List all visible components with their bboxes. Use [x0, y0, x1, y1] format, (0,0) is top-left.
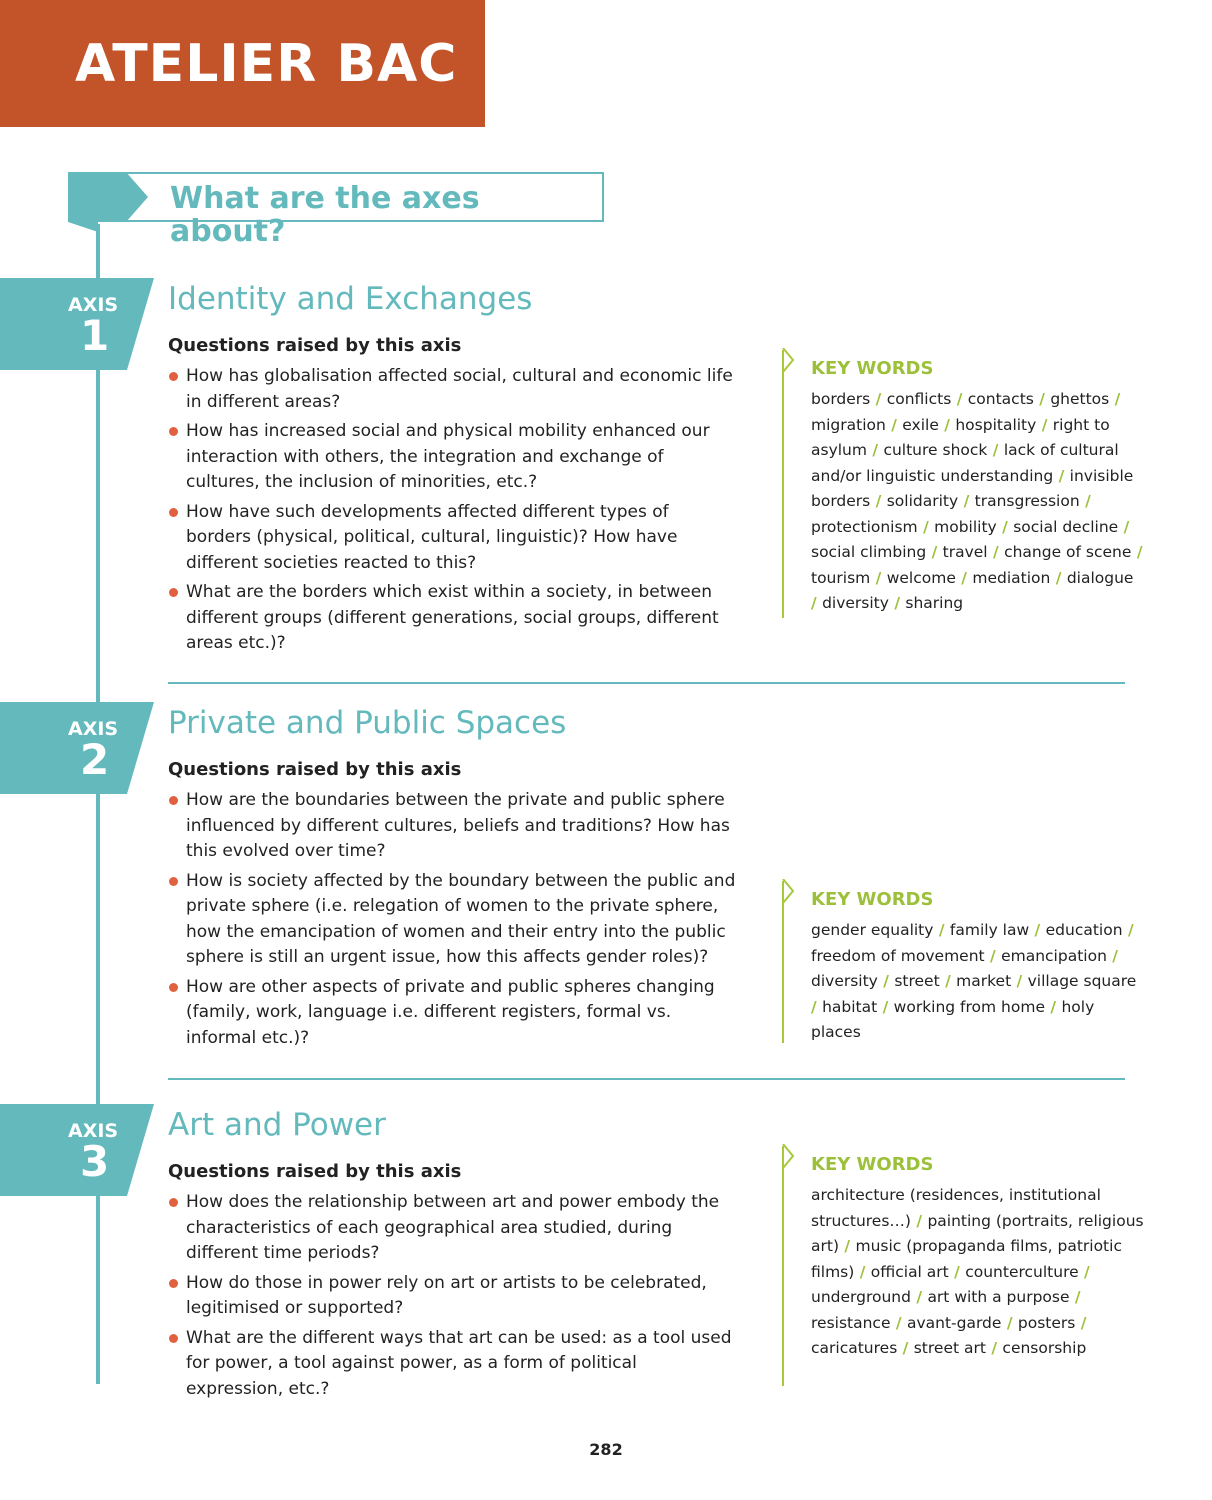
keyword-separator: / — [811, 997, 823, 1016]
keyword-separator: / — [811, 594, 823, 612]
axes-heading-box — [68, 172, 604, 249]
keyword: tourism — [811, 568, 871, 587]
keyword-separator: / — [987, 543, 1005, 561]
keyword: caricatures — [811, 1339, 898, 1357]
keyword-separator: / — [926, 543, 943, 561]
keyword: mobility — [934, 517, 997, 536]
axis-label: AXIS — [68, 718, 119, 740]
keyword: borders — [811, 390, 871, 408]
list-item: How has increased social and physical mobility enhanced our interaction with others, the integration and exchange of cultures, the inclusion of minorities, etc.? — [168, 419, 738, 496]
question-list — [168, 1190, 738, 1406]
keyword-separator: / — [870, 390, 887, 408]
keyword-separator: / — [1106, 946, 1118, 965]
keyword-separator: / — [877, 972, 895, 990]
keyword-separator: / — [854, 1262, 871, 1281]
keywords-heading: KEY WORDS — [811, 1154, 934, 1175]
keyword-separator: / — [958, 492, 975, 510]
keyword: counterculture — [965, 1262, 1079, 1281]
keyword: sharing — [905, 594, 964, 612]
keyword: family law — [949, 921, 1030, 939]
keyword: diversity — [822, 594, 889, 612]
keyword: village square — [1027, 972, 1137, 990]
keyword-separator: / — [1029, 921, 1046, 939]
keywords-heading: KEY WORDS — [811, 358, 934, 379]
chevron-right-icon — [781, 348, 795, 372]
keyword-separator: / — [885, 415, 903, 434]
list-item: How have such developments affected different types of borders (physical, political, cultural, linguistic)? How have different societies reacted to this? — [168, 500, 738, 577]
questions-heading: Questions raised by this axis — [168, 1161, 462, 1182]
keyword: music (propaganda films, patriotic films) — [811, 1237, 1122, 1281]
list-item: How does the relationship between art and power embody the characteristics of each geographical area studied, during different time periods? — [168, 1190, 738, 1267]
keyword: architecture (residences, institutional structures…) — [811, 1186, 1101, 1230]
keyword-separator: / — [951, 390, 968, 408]
keyword: emancipation — [1001, 946, 1107, 965]
section-title: Identity and Exchanges — [168, 281, 533, 317]
keyword-separator: / — [1050, 568, 1067, 587]
axes-heading: What are the axes about? — [170, 181, 480, 249]
keyword-separator: / — [996, 517, 1014, 536]
keyword: change of scene — [1004, 543, 1132, 561]
question-list — [168, 364, 738, 661]
section-title: Art and Power — [168, 1107, 386, 1143]
keyword: solidarity — [886, 492, 959, 510]
keyword: gender equality — [811, 921, 934, 939]
keyword-separator: / — [877, 997, 894, 1016]
keyword-separator: / — [1079, 492, 1091, 510]
axis-badge-1 — [0, 278, 154, 370]
keyword: freedom of movement — [811, 946, 985, 965]
keyword: resistance — [811, 1313, 891, 1332]
keyword-separator: / — [985, 1339, 1003, 1357]
keyword-separator: / — [987, 441, 1004, 459]
keywords-box — [782, 1146, 1144, 1386]
axis-number: 3 — [80, 1137, 110, 1186]
keyword-separator: / — [870, 568, 887, 587]
keyword-separator: / — [1001, 1313, 1018, 1332]
keyword: posters — [1017, 1313, 1076, 1332]
axis-number: 1 — [80, 311, 110, 360]
keyword: market — [956, 972, 1012, 990]
keyword-separator: / — [1078, 1262, 1090, 1281]
keyword: right to asylum — [811, 415, 1110, 459]
keyword-separator: / — [939, 972, 957, 990]
keyword-separator: / — [897, 1339, 914, 1357]
list-item: What are the borders which exist within a society, in between different groups (different generations, social groups, different areas etc.)? — [168, 580, 738, 657]
keyword-separator: / — [1033, 390, 1051, 408]
keyword: street art — [913, 1339, 986, 1357]
keyword-separator: / — [1045, 997, 1062, 1016]
page-title: ATELIER BAC — [75, 34, 458, 94]
keyword: transgression — [974, 492, 1080, 510]
keyword-separator: / — [1053, 466, 1070, 485]
keyword: hospitality — [955, 415, 1037, 434]
keyword-separator: / — [1118, 517, 1130, 536]
keyword: ghettos — [1050, 390, 1110, 408]
list-item: How is society affected by the boundary between the public and private sphere (i.e. relegation of women to the private sphere, how the emancipation of women and their entry into the public sphere is still an urgent issue, how this affects gender roles)? — [168, 869, 738, 971]
keyword: migration — [811, 415, 886, 434]
keywords-list — [811, 918, 1144, 1046]
keyword: street — [894, 972, 940, 990]
list-item: How are the boundaries between the private and public sphere influenced by different cultures, beliefs and traditions? How has this evolved over time? — [168, 788, 738, 865]
axes-heading-arrow — [68, 172, 150, 236]
questions-heading: Questions raised by this axis — [168, 759, 462, 780]
keyword-separator: / — [866, 441, 884, 459]
keyword: working from home — [893, 997, 1046, 1016]
keyword-separator: / — [839, 1237, 856, 1255]
axis-label: AXIS — [68, 294, 119, 316]
keywords-box — [782, 350, 1144, 618]
list-item: How do those in power rely on art or artists to be celebrated, legitimised or supported? — [168, 1271, 738, 1322]
keyword-separator: / — [1131, 543, 1143, 561]
list-item: How are other aspects of private and public spheres changing (family, work, language i.e. different registers, formal vs. informal etc.)? — [168, 975, 738, 1052]
questions-heading: Questions raised by this axis — [168, 335, 462, 356]
axis-number: 2 — [80, 735, 110, 784]
keyword-separator: / — [984, 946, 1002, 965]
axis-badge-3 — [0, 1104, 154, 1196]
keyword-separator: / — [1109, 390, 1121, 408]
keyword: censorship — [1002, 1339, 1087, 1357]
keyword: official art — [870, 1262, 949, 1281]
header-banner — [0, 0, 485, 127]
keyword-separator: / — [888, 594, 906, 612]
keyword: contacts — [967, 390, 1034, 408]
keyword: education — [1045, 921, 1123, 939]
keyword-separator: / — [870, 492, 887, 510]
list-item: How has globalisation affected social, cultural and economic life in different areas? — [168, 364, 738, 415]
chevron-right-icon — [781, 1144, 795, 1168]
keyword: dialogue — [1066, 568, 1134, 587]
keyword-separator: / — [910, 1288, 928, 1306]
keyword: mediation — [972, 568, 1051, 587]
keywords-list — [811, 387, 1144, 617]
keyword-separator: / — [910, 1211, 928, 1230]
keyword-separator: / — [1069, 1288, 1081, 1306]
keyword: exile — [902, 415, 939, 434]
keyword-separator: / — [890, 1313, 907, 1332]
list-item: What are the different ways that art can be used: as a tool used for power, a tool against power, as a form of political expression, etc.? — [168, 1326, 738, 1403]
section-divider — [168, 1078, 1125, 1080]
section-title: Private and Public Spaces — [168, 705, 567, 741]
keyword: holy places — [811, 997, 1095, 1041]
keyword: protectionism — [811, 517, 918, 536]
keyword-separator: / — [933, 921, 950, 939]
keyword: habitat — [822, 997, 878, 1016]
keyword-separator: / — [1075, 1313, 1087, 1332]
keyword-separator: / — [917, 517, 935, 536]
axis-badge-2 — [0, 702, 154, 794]
keyword: social climbing — [811, 543, 927, 561]
keyword: social decline — [1013, 517, 1119, 536]
timeline-line — [96, 224, 100, 1384]
keyword: painting (portraits, religious art) — [811, 1211, 1144, 1255]
keyword-separator: / — [938, 415, 956, 434]
keyword: lack of cultural and/or linguistic understanding — [811, 441, 1119, 485]
keyword: culture shock — [883, 441, 988, 459]
keyword-separator: / — [1011, 972, 1028, 990]
keyword-separator: / — [1036, 415, 1053, 434]
keyword-separator: / — [1122, 921, 1134, 939]
axis-label: AXIS — [68, 1120, 119, 1142]
chevron-right-icon — [781, 879, 795, 903]
keywords-box — [782, 881, 1144, 1043]
keyword: art with a purpose — [927, 1288, 1070, 1306]
keyword: invisible borders — [811, 466, 1134, 510]
keyword: conflicts — [886, 390, 952, 408]
keywords-heading: KEY WORDS — [811, 889, 934, 910]
question-list — [168, 788, 738, 1055]
page-number: 282 — [589, 1440, 623, 1459]
keyword: diversity — [811, 972, 878, 990]
keywords-list — [811, 1183, 1144, 1362]
keyword: travel — [942, 543, 988, 561]
section-divider — [168, 682, 1125, 684]
keyword: underground — [811, 1288, 911, 1306]
keyword-separator: / — [955, 568, 973, 587]
keyword: welcome — [886, 568, 956, 587]
keyword-separator: / — [948, 1262, 966, 1281]
keyword: avant-garde — [906, 1313, 1002, 1332]
